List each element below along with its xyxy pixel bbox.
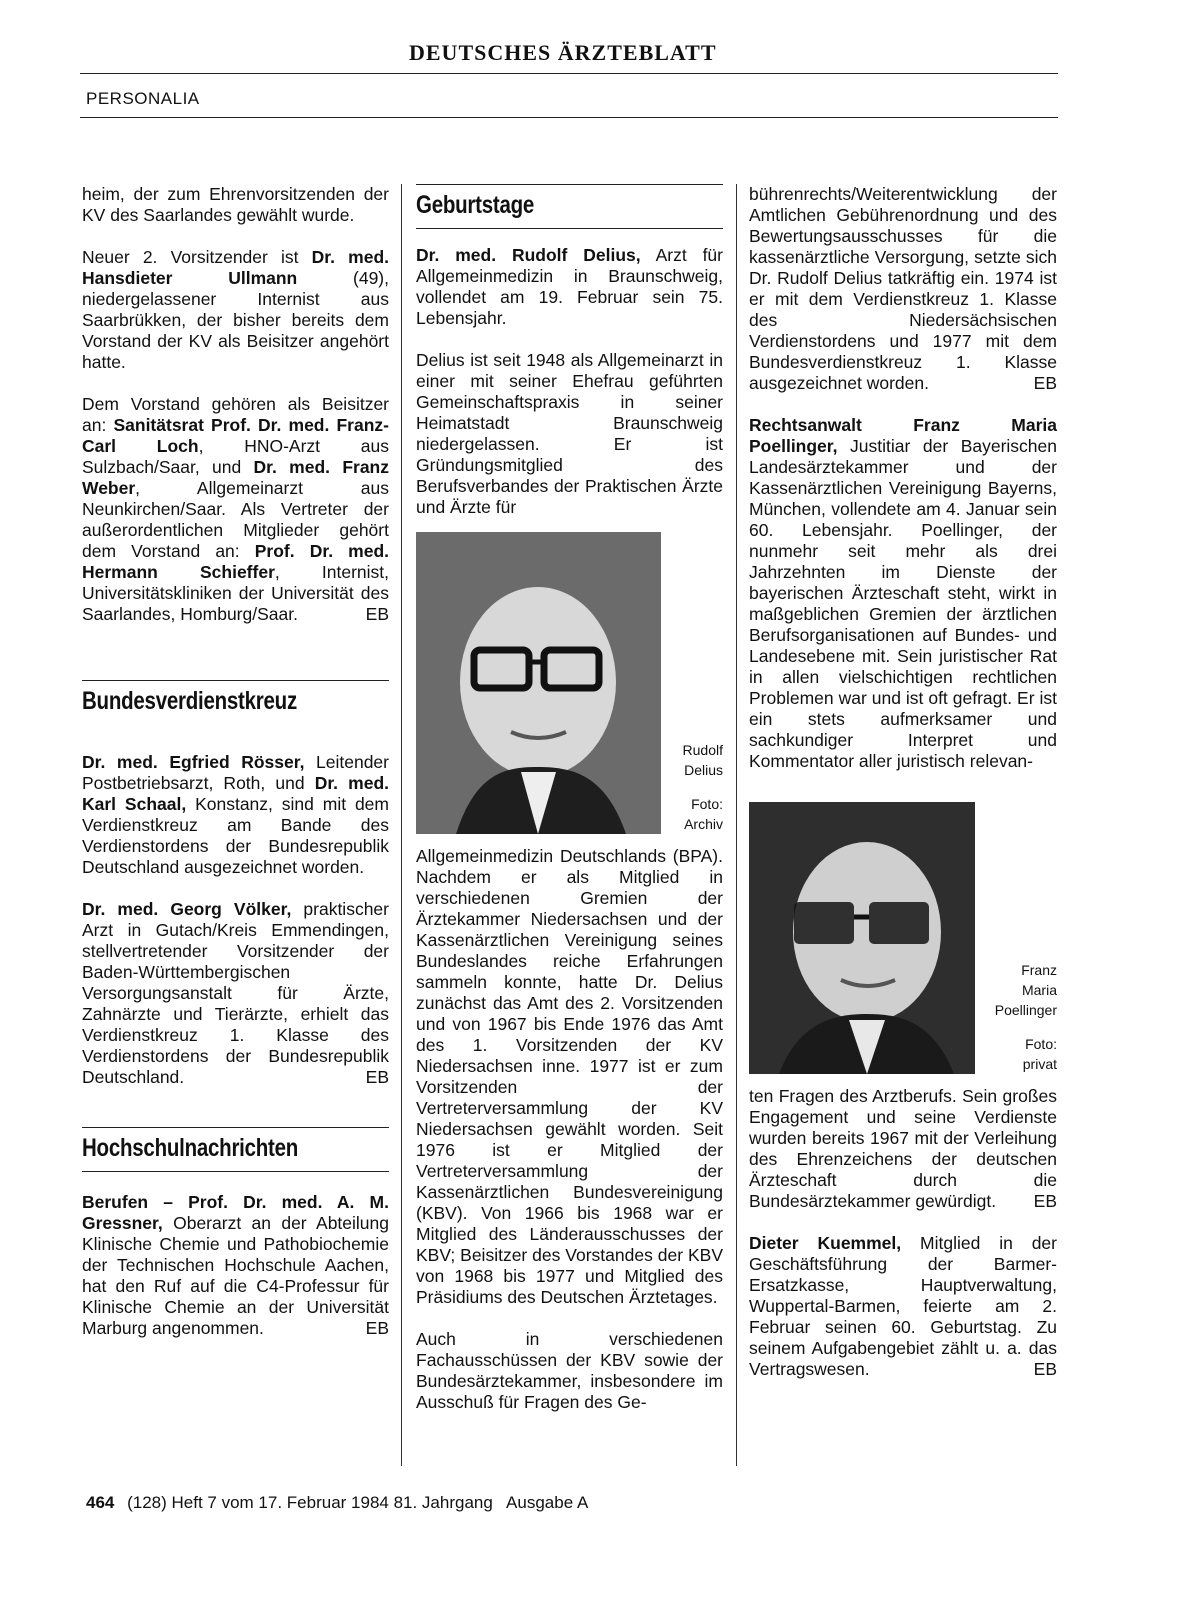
page-footer <box>86 1493 588 1513</box>
paragraph: Rechtsanwalt Franz Maria Poellinger, Justitiar der Bayerischen Landesärztekammer und der Kassenärztlichen Vereinigung Bayerns, München, vollendete am 4. Januar sein 60. Lebensjahr. Poellinger, der nunmehr seit mehr als drei Jahrzehnten im Dienste der bayerischen Ärzteschaft steht, wirkt in maßgeblichen Gremien der ärztlichen Berufsorganisationen auf Bundes- und Landesebene mit. Sein juristischer Rat in allen vielschichtigen rechtlichen Problemen war und ist oft gefragt. Er ist ein stets aufmerksamer und sachkundiger Interpret und Kommentator aller juristisch relevan- <box>749 415 1057 771</box>
paragraph: Dr. med. Rudolf Delius, Arzt für Allgemeinmedizin in Braunschweig, vollendet am 19. Februar sein 75. Lebensjahr. <box>416 245 723 328</box>
paragraph: Dem Vorstand gehören als Beisitzer an: Sanitätsrat Prof. Dr. med. Franz-Carl Loch, HNO-Arzt aus Sulzbach/Saar, und Dr. med. Franz Weber, Allgemeinarzt aus Neunkirchen/Saar. Als Vertreter der außerordentlichen Mitglieder gehört dem Vorstand an: Prof. Dr. med. Hermann Schieffer, Internist, Universitätskliniken der Universität des Saarlandes, Homburg/Saar. EB <box>82 394 389 624</box>
photo-caption: Franz Maria Poellinger Foto: privat <box>994 962 1057 1072</box>
author-initials: EB <box>365 604 389 624</box>
portrait-figure <box>749 802 1057 1074</box>
heading-bundesverdienstkreuz: Bundesverdienstkreuz <box>82 687 297 715</box>
paragraph: heim, der zum Ehrenvorsitzenden der KV des Saarlandes gewählt wurde. <box>82 184 389 225</box>
paragraph: Auch in verschiedenen Fachausschüssen der KBV sowie der Bundesärztekammer, insbesondere im Ausschuß für Fragen des Ge- <box>416 1329 723 1412</box>
portrait-figure <box>416 532 723 834</box>
column-1 <box>82 184 389 1339</box>
portrait-photo-delius <box>416 532 661 834</box>
section-heading <box>416 184 723 229</box>
author-initials: EB <box>1033 1191 1057 1211</box>
paragraph: Dieter Kuemmel, Mitglied in der Geschäftsführung der Barmer-Ersatzkasse, Hauptverwaltung, Wuppertal-Barmen, feierte am 2. Februar seinen 60. Geburtstag. Zu seinem Aufgabengebiet zählt u. a. das Vertragswesen. EB <box>749 1233 1057 1379</box>
author-initials: EB <box>1033 373 1057 393</box>
heading-hochschulnachrichten: Hochschulnachrichten <box>82 1134 299 1162</box>
section-label: PERSONALIA <box>86 89 200 108</box>
paragraph: bührenrechts/Weiterentwicklung der Amtlichen Gebührenordnung und des Bewertungsausschusses für die kassenärztliche Versorgung, setzte sich Dr. Rudolf Delius tatkräftig ein. 1974 ist er mit dem Verdienstkreuz 1. Klasse des Niedersächsischen Verdienstordens und 1977 mit dem Bundesverdienstkreuz 1. Klasse ausgezeichnet worden. EB <box>749 184 1057 393</box>
paragraph: Allgemeinmedizin Deutschlands (BPA). Nachdem er als Mitglied in verschiedenen Gremien der Ärztekammer Niedersachsen und der Kassenärztlichen Vereinigung seines Bundeslandes reiche Erfahrungen sammeln konnte, hatte Dr. Delius zunächst das Amt des 2. Vorsitzenden und von 1967 bis Ende 1976 das Amt des 1. Vorsitzenden der KV Niedersachsen inne. 1977 ist er zum Vorsitzenden der Vertreterversammlung der KV Niedersachsen gewählt worden. Seit 1976 ist er Mitglied der Vertreterversammlung der Kassenärztlichen Bundesvereinigung (KBV). Von 1966 bis 1968 war er Mitglied des Länderausschusses der KBV; Beisitzer des Vorstandes der KBV von 1968 bis 1977 und Mitglied des Präsidiums des Deutschen Ärztetages. <box>416 846 723 1307</box>
section-heading <box>82 1127 389 1172</box>
author-initials: EB <box>365 1318 389 1338</box>
author-initials: EB <box>1033 1359 1057 1379</box>
paragraph: Dr. med. Egfried Rösser, Leitender Postbetriebsarzt, Roth, und Dr. med. Karl Schaal, Konstanz, sind mit dem Verdienstkreuz am Bande des Verdienstordens der Bundesrepublik Deutschland ausgezeichnet worden. <box>82 752 389 877</box>
paragraph: Berufen – Prof. Dr. med. A. M. Gressner, Oberarzt an der Abteilung Klinische Chemie und Pathobiochemie der Technischen Hochschule Aachen, hat den Ruf auf die C4-Professur für Klinische Chemie an der Universität Marburg angenommen. EB <box>82 1192 389 1338</box>
column-2 <box>416 184 723 1413</box>
column-divider <box>736 184 737 1466</box>
column-3 <box>749 184 1057 1380</box>
paragraph: Neuer 2. Vorsitzender ist Dr. med. Hansdieter Ullmann (49), niedergelassener Internist aus Saarbrükken, der bisher bereits dem Vorstand der KV als Beisitzer angehört hatte. <box>82 247 389 372</box>
paragraph: Delius ist seit 1948 als Allgemeinarzt in einer mit seiner Ehefrau geführten Gemeinschaftspraxis in seiner Heimatstadt Braunschweig niedergelassen. Er ist Gründungsmitglied des Berufsverbandes der Praktischen Ärzte und Ärzte für <box>416 350 723 517</box>
photo-caption: Rudolf Delius Foto: Archiv <box>682 742 723 832</box>
portrait-photo-poellinger <box>749 802 975 1074</box>
author-initials: EB <box>365 1067 389 1087</box>
column-divider <box>401 184 402 1466</box>
section-heading <box>82 680 389 724</box>
issue-info: (128) Heft 7 vom 17. Februar 1984 81. Jahrgang Ausgabe A <box>127 1493 589 1512</box>
masthead-rule <box>80 73 1058 74</box>
heading-geburtstage: Geburtstage <box>416 191 535 219</box>
section-rule <box>80 117 1058 118</box>
paragraph: Dr. med. Georg Völker, praktischer Arzt in Gutach/Kreis Emmendingen, stellvertretender Vorsitzender der Baden-Württembergischen Versorgungsanstalt für Ärzte, Zahnärzte und Tierärzte, erhielt das Verdienstkreuz 1. Klasse des Verdienstordens der Bundesrepublik Deutschland. EB <box>82 899 389 1087</box>
page-number: 464 <box>86 1493 115 1512</box>
masthead-title: DEUTSCHES ÄRZTEBLATT <box>409 40 717 65</box>
paragraph: ten Fragen des Arztberufs. Sein großes Engagement und seine Verdienste wurden bereits 1967 mit der Verleihung des Ehrenzeichens der deutschen Ärzteschaft durch die Bundesärztekammer gewürdigt. EB <box>749 1086 1057 1211</box>
